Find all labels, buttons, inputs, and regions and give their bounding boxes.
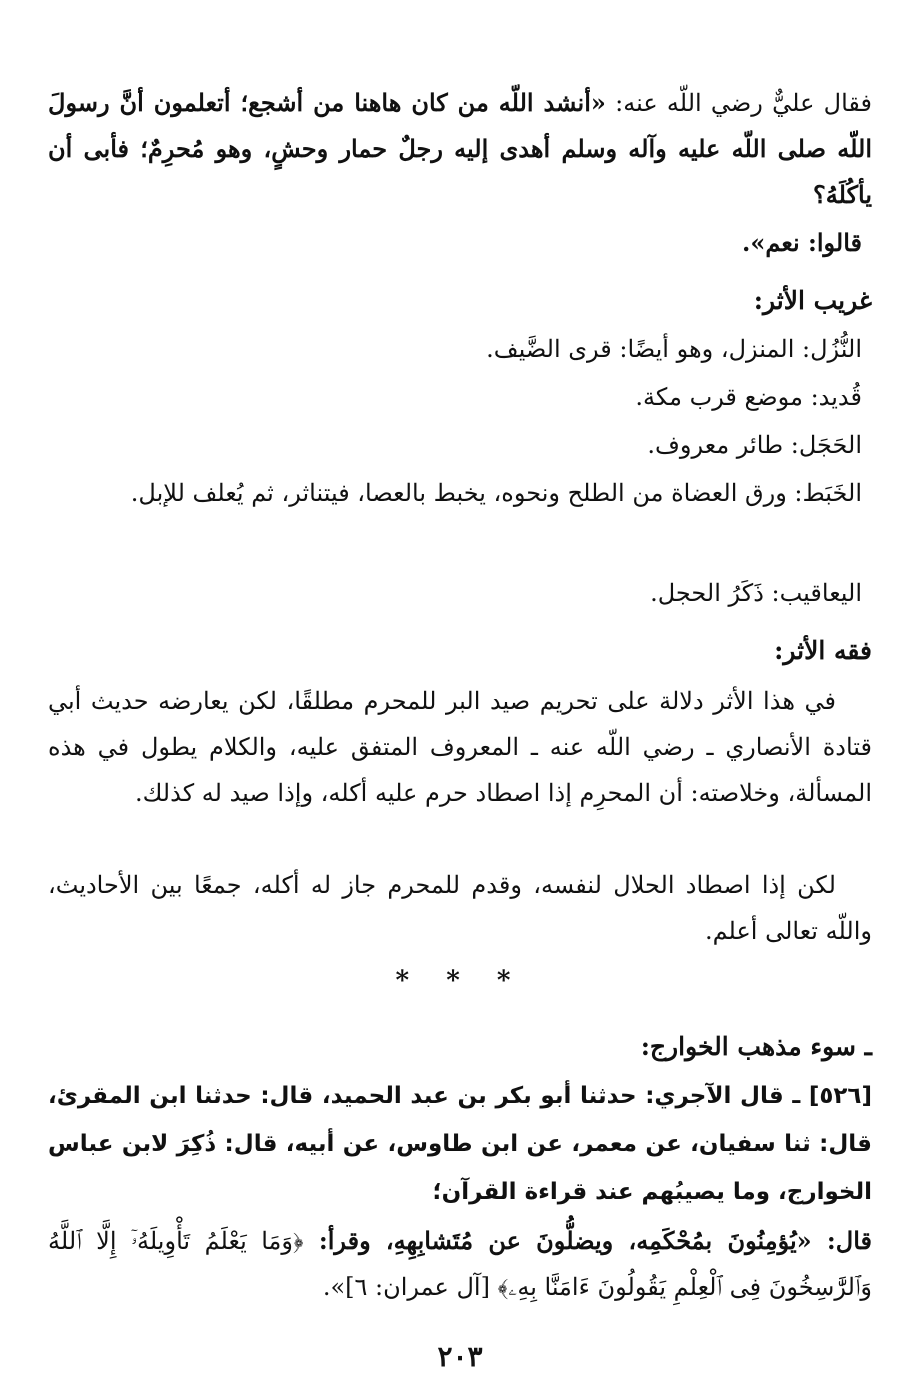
quran-ayah: ﴿وَمَا يَعْلَمُ تَأْوِيلَهُۥٓ إِلَّا ٱللَّهُ وَٱلرَّٰسِخُونَ فِى ٱلْعِلْمِ يَقُولُونَ ءَامَنَّا بِهِۦ﴾ bbox=[48, 1227, 872, 1301]
narration-526: [٥٢٦] ـ قال الآجري: حدثنا أبو بكر بن عبد الحميد، قال: حدثنا ابن المقرئ، قال: ثنا سفيان، عن معمر، عن ابن طاوس، عن أبيه، قال: ذُكِرَ لابن عباس الخوارج، وما يصيبُهم عند قراءة القرآن؛ bbox=[48, 1083, 872, 1205]
paragraph-answer: قالوا: نعم». bbox=[742, 228, 862, 257]
heading-gharib: غريب الأثر: bbox=[753, 286, 872, 315]
quote-text: «أنشد اللّه من كان هاهنا من أشجع؛ أتعلمون أنَّ رسولَ اللّه صلى اللّه عليه وآله وسلم أهدى إليه رجلٌ حمار وحشٍ، وهو مُحرِمٌ؛ فأبى أن يأكُلَهُ؟ bbox=[48, 88, 872, 209]
gloss-entry: قُديد: موضع قرب مكة. bbox=[635, 383, 862, 411]
ayah-citation: [آل عمران: ٦]». bbox=[322, 1273, 498, 1301]
gloss-entry: الحَجَل: طائر معروف. bbox=[647, 431, 862, 459]
section-separator: * * * bbox=[395, 966, 525, 996]
page-number: ٢٠٣ bbox=[437, 1340, 483, 1373]
paragraph-ibn-abbas-quote bbox=[48, 1218, 872, 1310]
paragraph-ali-quote bbox=[48, 80, 872, 218]
quote-text: «يُؤمِنُونَ بمُحْكَمِه، ويضلُّونَ عن مُتَشابِهِهِ، وقرأ: bbox=[303, 1226, 812, 1255]
paragraph-fiqh-2: لكن إذا اصطاد الحلال لنفسه، وقدم للمحرم جاز له أكله، جمعًا بين الأحاديث، واللّه تعالى أعلم. bbox=[48, 871, 872, 945]
gloss-entry: اليعاقيب: ذَكَرُ الحجل. bbox=[650, 579, 862, 607]
paragraph-fiqh-1: في هذا الأثر دلالة على تحريم صيد البر للمحرم مطلقًا، لكن يعارضه حديث أبي قتادة الأنصاري ـ رضي اللّه عنه ـ المعروف المتفق عليه، والكلام يطول في هذه المسألة، وخلاصته: أن المحرِم إذا اصطاد حرم عليه أكله، وإذا صيد له كذلك. bbox=[48, 687, 872, 807]
gloss-entry: الخَبَط: ورق العضاة من الطلح ونحوه، يخبط بالعصا، فيتناثر، ثم يُعلف للإبل. bbox=[130, 479, 862, 507]
gloss-entry: النُّزُل: المنزل، وهو أيضًا: قرى الضَّيف. bbox=[486, 335, 862, 363]
paragraph-intro: فقال عليٌّ رضي اللّه عنه: bbox=[605, 89, 872, 117]
heading-khawarij: ـ سوء مذهب الخوارج: bbox=[640, 1032, 872, 1061]
quote-intro: قال: bbox=[811, 1226, 872, 1255]
heading-fiqh: فقه الأثر: bbox=[774, 636, 872, 665]
